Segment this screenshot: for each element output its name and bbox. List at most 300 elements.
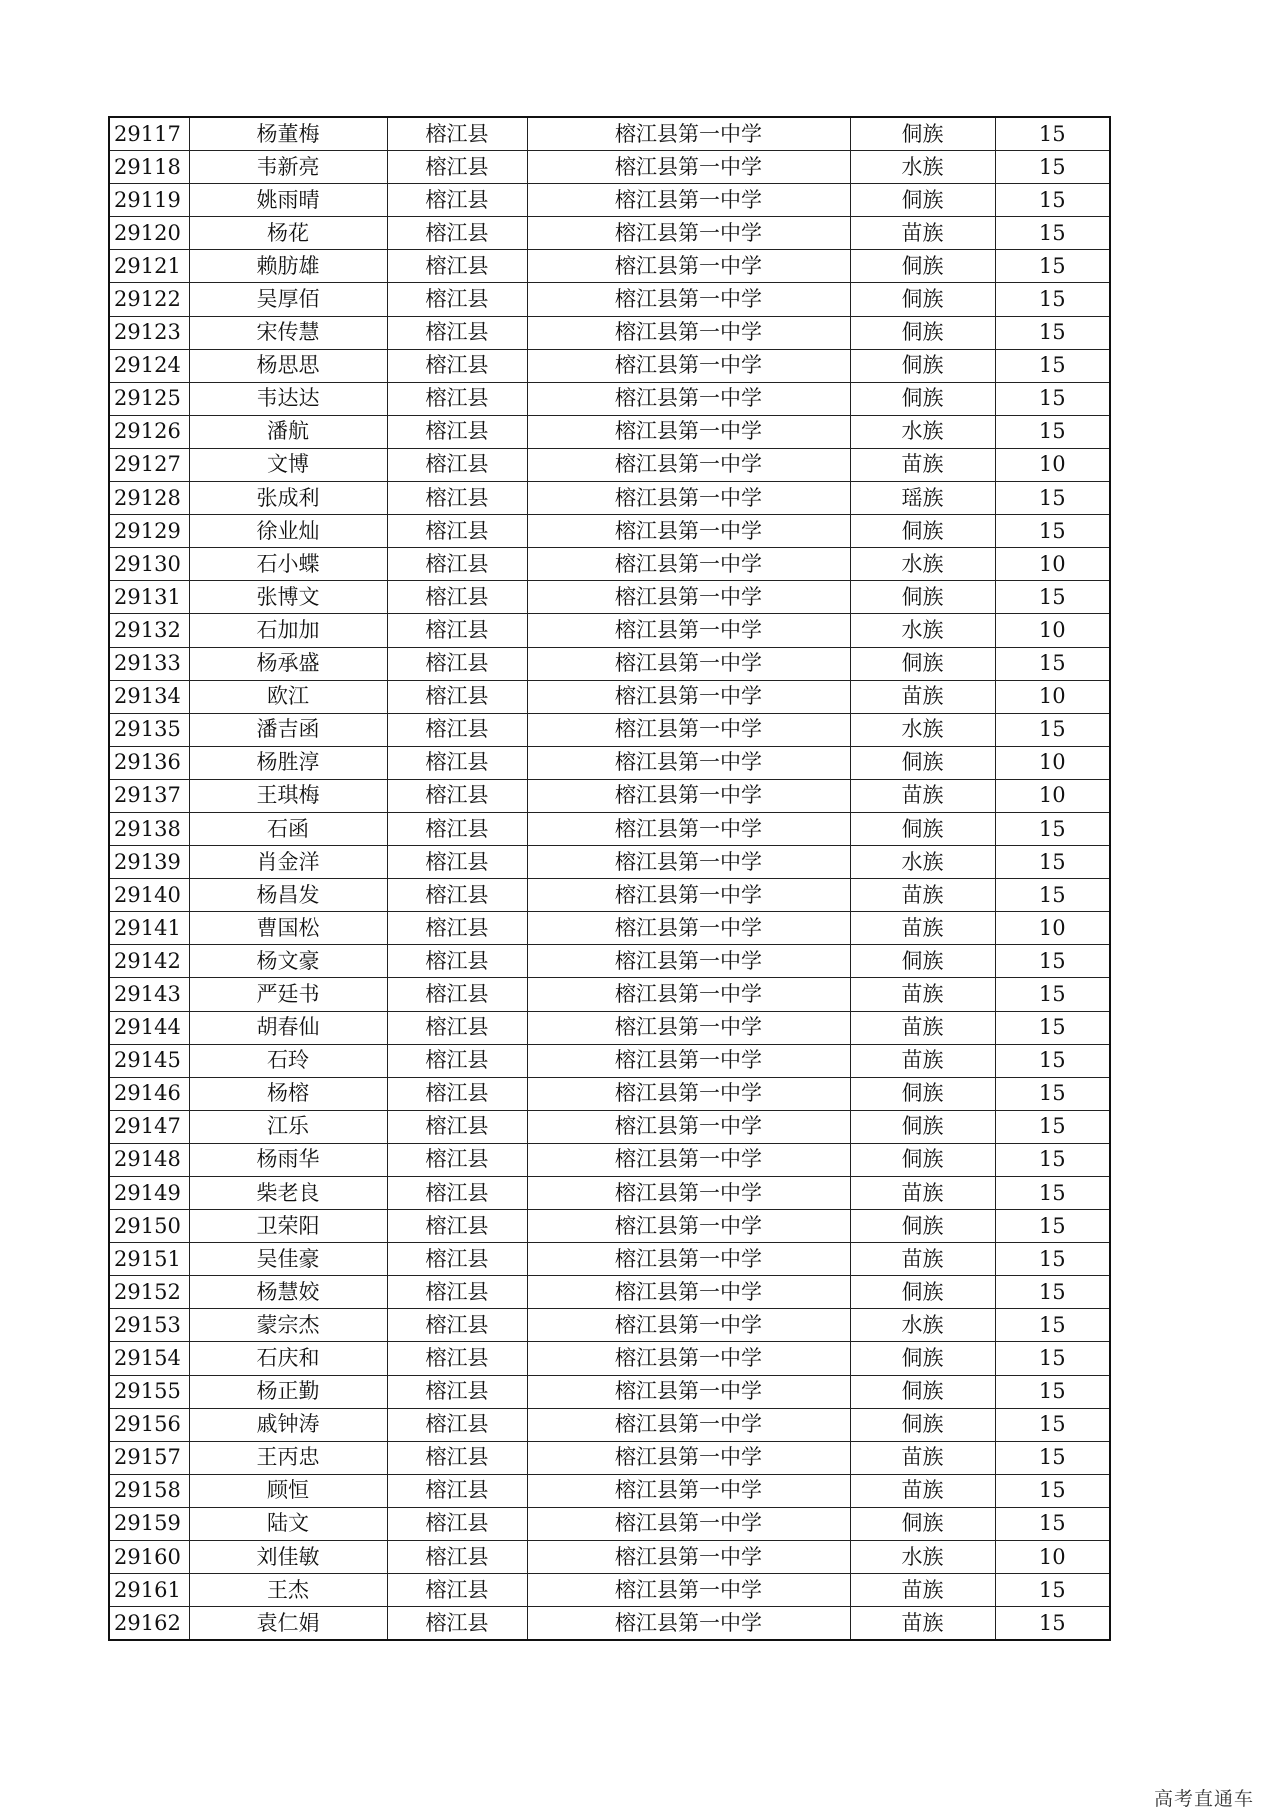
school-cell: 榕江县第一中学 [527, 117, 850, 151]
id-cell: 29131 [109, 581, 189, 614]
score-cell: 15 [995, 846, 1110, 879]
name-cell: 顾恒 [189, 1474, 387, 1507]
score-cell: 15 [995, 647, 1110, 680]
name-cell: 肖金洋 [189, 846, 387, 879]
score-cell: 15 [995, 978, 1110, 1011]
table-row [109, 448, 1110, 481]
table-row [109, 647, 1110, 680]
school-cell: 榕江县第一中学 [527, 1243, 850, 1276]
score-cell: 10 [995, 746, 1110, 779]
county-cell: 榕江县 [387, 1110, 527, 1143]
name-cell: 文博 [189, 448, 387, 481]
score-cell: 10 [995, 1541, 1110, 1574]
score-cell: 10 [995, 680, 1110, 713]
school-cell: 榕江县第一中学 [527, 846, 850, 879]
name-cell: 杨承盛 [189, 647, 387, 680]
county-cell: 榕江县 [387, 1077, 527, 1110]
table-row [109, 217, 1110, 250]
ethnicity-cell: 苗族 [850, 1044, 995, 1077]
ethnicity-cell: 苗族 [850, 217, 995, 250]
score-cell: 15 [995, 515, 1110, 548]
county-cell: 榕江县 [387, 978, 527, 1011]
id-cell: 29157 [109, 1441, 189, 1474]
name-cell: 张成利 [189, 482, 387, 515]
ethnicity-cell: 水族 [850, 1541, 995, 1574]
county-cell: 榕江县 [387, 746, 527, 779]
county-cell: 榕江县 [387, 1177, 527, 1210]
table-row [109, 1143, 1110, 1176]
school-cell: 榕江县第一中学 [527, 945, 850, 978]
school-cell: 榕江县第一中学 [527, 1441, 850, 1474]
name-cell: 卫荣阳 [189, 1210, 387, 1243]
table-row [109, 515, 1110, 548]
id-cell: 29118 [109, 151, 189, 184]
watermark-logo: 高考直通车 [1153, 1788, 1254, 1810]
score-cell: 15 [995, 117, 1110, 151]
county-cell: 榕江县 [387, 515, 527, 548]
name-cell: 姚雨晴 [189, 184, 387, 217]
name-cell: 曹国松 [189, 912, 387, 945]
table-row [109, 1408, 1110, 1441]
county-cell: 榕江县 [387, 1541, 527, 1574]
table-row [109, 482, 1110, 515]
ethnicity-cell: 侗族 [850, 1342, 995, 1375]
school-cell: 榕江县第一中学 [527, 1574, 850, 1607]
id-cell: 29158 [109, 1474, 189, 1507]
id-cell: 29119 [109, 184, 189, 217]
school-cell: 榕江县第一中学 [527, 581, 850, 614]
id-cell: 29154 [109, 1342, 189, 1375]
id-cell: 29161 [109, 1574, 189, 1607]
id-cell: 29127 [109, 448, 189, 481]
ethnicity-cell: 苗族 [850, 680, 995, 713]
table-row [109, 779, 1110, 812]
school-cell: 榕江县第一中学 [527, 746, 850, 779]
ethnicity-cell: 侗族 [850, 1408, 995, 1441]
score-cell: 15 [995, 713, 1110, 746]
ethnicity-cell: 侗族 [850, 117, 995, 151]
score-cell: 15 [995, 250, 1110, 283]
ethnicity-cell: 水族 [850, 548, 995, 581]
table-row [109, 349, 1110, 382]
school-cell: 榕江县第一中学 [527, 812, 850, 845]
name-cell: 杨正勤 [189, 1375, 387, 1408]
ethnicity-cell: 侗族 [850, 647, 995, 680]
ethnicity-cell: 水族 [850, 713, 995, 746]
name-cell: 杨文豪 [189, 945, 387, 978]
county-cell: 榕江县 [387, 912, 527, 945]
county-cell: 榕江县 [387, 117, 527, 151]
score-cell: 10 [995, 448, 1110, 481]
id-cell: 29137 [109, 779, 189, 812]
table-row [109, 1210, 1110, 1243]
score-cell: 15 [995, 382, 1110, 415]
county-cell: 榕江县 [387, 1276, 527, 1309]
name-cell: 石小蝶 [189, 548, 387, 581]
county-cell: 榕江县 [387, 879, 527, 912]
name-cell: 吴厚佰 [189, 283, 387, 316]
ethnicity-cell: 苗族 [850, 1177, 995, 1210]
school-cell: 榕江县第一中学 [527, 779, 850, 812]
id-cell: 29128 [109, 482, 189, 515]
school-cell: 榕江县第一中学 [527, 647, 850, 680]
school-cell: 榕江县第一中学 [527, 614, 850, 647]
county-cell: 榕江县 [387, 548, 527, 581]
id-cell: 29150 [109, 1210, 189, 1243]
county-cell: 榕江县 [387, 184, 527, 217]
score-cell: 10 [995, 548, 1110, 581]
school-cell: 榕江县第一中学 [527, 879, 850, 912]
ethnicity-cell: 侗族 [850, 515, 995, 548]
score-cell: 10 [995, 779, 1110, 812]
id-cell: 29155 [109, 1375, 189, 1408]
ethnicity-cell: 侗族 [850, 1143, 995, 1176]
score-cell: 15 [995, 1210, 1110, 1243]
ethnicity-cell: 水族 [850, 614, 995, 647]
score-cell: 15 [995, 1375, 1110, 1408]
score-cell: 15 [995, 283, 1110, 316]
school-cell: 榕江县第一中学 [527, 151, 850, 184]
school-cell: 榕江县第一中学 [527, 316, 850, 349]
id-cell: 29121 [109, 250, 189, 283]
table-row [109, 581, 1110, 614]
school-cell: 榕江县第一中学 [527, 217, 850, 250]
name-cell: 石玲 [189, 1044, 387, 1077]
name-cell: 王琪梅 [189, 779, 387, 812]
table-row [109, 184, 1110, 217]
school-cell: 榕江县第一中学 [527, 515, 850, 548]
id-cell: 29132 [109, 614, 189, 647]
school-cell: 榕江县第一中学 [527, 283, 850, 316]
table-row [109, 1110, 1110, 1143]
table-row [109, 1177, 1110, 1210]
roster-table [108, 116, 1111, 1641]
table-row [109, 1474, 1110, 1507]
table-row [109, 1541, 1110, 1574]
school-cell: 榕江县第一中学 [527, 448, 850, 481]
table-row [109, 912, 1110, 945]
name-cell: 杨慧姣 [189, 1276, 387, 1309]
table-row [109, 1077, 1110, 1110]
id-cell: 29129 [109, 515, 189, 548]
county-cell: 榕江县 [387, 1210, 527, 1243]
name-cell: 韦达达 [189, 382, 387, 415]
county-cell: 榕江县 [387, 1408, 527, 1441]
school-cell: 榕江县第一中学 [527, 1177, 850, 1210]
score-cell: 15 [995, 1574, 1110, 1607]
county-cell: 榕江县 [387, 713, 527, 746]
name-cell: 杨胜淳 [189, 746, 387, 779]
table-row [109, 1243, 1110, 1276]
score-cell: 15 [995, 581, 1110, 614]
ethnicity-cell: 侗族 [850, 1375, 995, 1408]
id-cell: 29147 [109, 1110, 189, 1143]
table-row [109, 812, 1110, 845]
score-cell: 15 [995, 1011, 1110, 1044]
school-cell: 榕江县第一中学 [527, 978, 850, 1011]
score-cell: 15 [995, 482, 1110, 515]
score-cell: 10 [995, 614, 1110, 647]
school-cell: 榕江县第一中学 [527, 1044, 850, 1077]
score-cell: 15 [995, 151, 1110, 184]
school-cell: 榕江县第一中学 [527, 349, 850, 382]
county-cell: 榕江县 [387, 1342, 527, 1375]
county-cell: 榕江县 [387, 1143, 527, 1176]
id-cell: 29144 [109, 1011, 189, 1044]
name-cell: 欧江 [189, 680, 387, 713]
score-cell: 15 [995, 1474, 1110, 1507]
score-cell: 15 [995, 1143, 1110, 1176]
ethnicity-cell: 侗族 [850, 746, 995, 779]
table-row [109, 283, 1110, 316]
name-cell: 石函 [189, 812, 387, 845]
name-cell: 杨思思 [189, 349, 387, 382]
county-cell: 榕江县 [387, 1309, 527, 1342]
school-cell: 榕江县第一中学 [527, 1011, 850, 1044]
county-cell: 榕江县 [387, 283, 527, 316]
county-cell: 榕江县 [387, 1441, 527, 1474]
table-row [109, 713, 1110, 746]
id-cell: 29140 [109, 879, 189, 912]
school-cell: 榕江县第一中学 [527, 250, 850, 283]
school-cell: 榕江县第一中学 [527, 1375, 850, 1408]
name-cell: 张博文 [189, 581, 387, 614]
school-cell: 榕江县第一中学 [527, 548, 850, 581]
ethnicity-cell: 苗族 [850, 978, 995, 1011]
id-cell: 29139 [109, 846, 189, 879]
school-cell: 榕江县第一中学 [527, 1474, 850, 1507]
ethnicity-cell: 水族 [850, 151, 995, 184]
county-cell: 榕江县 [387, 846, 527, 879]
id-cell: 29124 [109, 349, 189, 382]
table-row [109, 1309, 1110, 1342]
school-cell: 榕江县第一中学 [527, 1342, 850, 1375]
id-cell: 29120 [109, 217, 189, 250]
score-cell: 15 [995, 1607, 1110, 1641]
county-cell: 榕江县 [387, 316, 527, 349]
id-cell: 29117 [109, 117, 189, 151]
ethnicity-cell: 苗族 [850, 779, 995, 812]
table-row [109, 746, 1110, 779]
county-cell: 榕江县 [387, 1507, 527, 1540]
table-row [109, 1507, 1110, 1540]
name-cell: 刘佳敏 [189, 1541, 387, 1574]
ethnicity-cell: 侗族 [850, 283, 995, 316]
id-cell: 29162 [109, 1607, 189, 1641]
ethnicity-cell: 苗族 [850, 1243, 995, 1276]
name-cell: 潘航 [189, 415, 387, 448]
table-row [109, 1375, 1110, 1408]
id-cell: 29134 [109, 680, 189, 713]
table-row [109, 1574, 1110, 1607]
name-cell: 杨董梅 [189, 117, 387, 151]
id-cell: 29148 [109, 1143, 189, 1176]
table-row [109, 1441, 1110, 1474]
school-cell: 榕江县第一中学 [527, 680, 850, 713]
id-cell: 29146 [109, 1077, 189, 1110]
score-cell: 15 [995, 1243, 1110, 1276]
school-cell: 榕江县第一中学 [527, 1143, 850, 1176]
county-cell: 榕江县 [387, 647, 527, 680]
table-row [109, 978, 1110, 1011]
name-cell: 王丙忠 [189, 1441, 387, 1474]
table-row [109, 846, 1110, 879]
county-cell: 榕江县 [387, 349, 527, 382]
county-cell: 榕江县 [387, 415, 527, 448]
score-cell: 15 [995, 1177, 1110, 1210]
name-cell: 戚钟涛 [189, 1408, 387, 1441]
ethnicity-cell: 侗族 [850, 1210, 995, 1243]
school-cell: 榕江县第一中学 [527, 713, 850, 746]
score-cell: 15 [995, 415, 1110, 448]
id-cell: 29160 [109, 1541, 189, 1574]
table-row [109, 415, 1110, 448]
ethnicity-cell: 水族 [850, 415, 995, 448]
ethnicity-cell: 苗族 [850, 1474, 995, 1507]
name-cell: 蒙宗杰 [189, 1309, 387, 1342]
id-cell: 29152 [109, 1276, 189, 1309]
county-cell: 榕江县 [387, 779, 527, 812]
score-cell: 15 [995, 316, 1110, 349]
ethnicity-cell: 水族 [850, 1309, 995, 1342]
ethnicity-cell: 侗族 [850, 1110, 995, 1143]
table-row [109, 548, 1110, 581]
name-cell: 江乐 [189, 1110, 387, 1143]
name-cell: 石加加 [189, 614, 387, 647]
county-cell: 榕江县 [387, 151, 527, 184]
school-cell: 榕江县第一中学 [527, 1541, 850, 1574]
name-cell: 杨雨华 [189, 1143, 387, 1176]
school-cell: 榕江县第一中学 [527, 415, 850, 448]
ethnicity-cell: 侗族 [850, 1507, 995, 1540]
ethnicity-cell: 瑶族 [850, 482, 995, 515]
score-cell: 15 [995, 1342, 1110, 1375]
ethnicity-cell: 苗族 [850, 1441, 995, 1474]
school-cell: 榕江县第一中学 [527, 1408, 850, 1441]
ethnicity-cell: 侗族 [850, 316, 995, 349]
ethnicity-cell: 侗族 [850, 1077, 995, 1110]
county-cell: 榕江县 [387, 581, 527, 614]
county-cell: 榕江县 [387, 448, 527, 481]
ethnicity-cell: 侗族 [850, 581, 995, 614]
ethnicity-cell: 侗族 [850, 349, 995, 382]
id-cell: 29123 [109, 316, 189, 349]
name-cell: 宋传慧 [189, 316, 387, 349]
ethnicity-cell: 苗族 [850, 1574, 995, 1607]
table-row [109, 879, 1110, 912]
id-cell: 29151 [109, 1243, 189, 1276]
school-cell: 榕江县第一中学 [527, 1110, 850, 1143]
id-cell: 29156 [109, 1408, 189, 1441]
name-cell: 陆文 [189, 1507, 387, 1540]
id-cell: 29153 [109, 1309, 189, 1342]
county-cell: 榕江县 [387, 614, 527, 647]
name-cell: 石庆和 [189, 1342, 387, 1375]
id-cell: 29149 [109, 1177, 189, 1210]
school-cell: 榕江县第一中学 [527, 1210, 850, 1243]
name-cell: 王杰 [189, 1574, 387, 1607]
score-cell: 10 [995, 912, 1110, 945]
county-cell: 榕江县 [387, 1044, 527, 1077]
county-cell: 榕江县 [387, 482, 527, 515]
county-cell: 榕江县 [387, 1375, 527, 1408]
id-cell: 29159 [109, 1507, 189, 1540]
table-row [109, 1342, 1110, 1375]
id-cell: 29126 [109, 415, 189, 448]
county-cell: 榕江县 [387, 1011, 527, 1044]
name-cell: 胡春仙 [189, 1011, 387, 1044]
ethnicity-cell: 苗族 [850, 879, 995, 912]
school-cell: 榕江县第一中学 [527, 1276, 850, 1309]
table-row [109, 316, 1110, 349]
id-cell: 29135 [109, 713, 189, 746]
score-cell: 15 [995, 184, 1110, 217]
school-cell: 榕江县第一中学 [527, 1507, 850, 1540]
id-cell: 29138 [109, 812, 189, 845]
ethnicity-cell: 侗族 [850, 250, 995, 283]
score-cell: 15 [995, 879, 1110, 912]
county-cell: 榕江县 [387, 1607, 527, 1641]
id-cell: 29122 [109, 283, 189, 316]
roster-table-body [109, 117, 1110, 1640]
name-cell: 赖肪雄 [189, 250, 387, 283]
ethnicity-cell: 侗族 [850, 812, 995, 845]
school-cell: 榕江县第一中学 [527, 1607, 850, 1641]
id-cell: 29125 [109, 382, 189, 415]
name-cell: 杨花 [189, 217, 387, 250]
score-cell: 15 [995, 945, 1110, 978]
ethnicity-cell: 水族 [850, 846, 995, 879]
ethnicity-cell: 苗族 [850, 1607, 995, 1641]
score-cell: 15 [995, 1408, 1110, 1441]
table-row [109, 1044, 1110, 1077]
score-cell: 15 [995, 217, 1110, 250]
score-cell: 15 [995, 1044, 1110, 1077]
county-cell: 榕江县 [387, 382, 527, 415]
name-cell: 韦新亮 [189, 151, 387, 184]
name-cell: 徐业灿 [189, 515, 387, 548]
county-cell: 榕江县 [387, 217, 527, 250]
table-row [109, 1011, 1110, 1044]
table-row [109, 1276, 1110, 1309]
score-cell: 15 [995, 1441, 1110, 1474]
name-cell: 柴老良 [189, 1177, 387, 1210]
score-cell: 15 [995, 1309, 1110, 1342]
ethnicity-cell: 侗族 [850, 1276, 995, 1309]
table-row [109, 945, 1110, 978]
table-row [109, 1607, 1110, 1641]
ethnicity-cell: 苗族 [850, 1011, 995, 1044]
county-cell: 榕江县 [387, 1243, 527, 1276]
table-row [109, 614, 1110, 647]
name-cell: 吴佳豪 [189, 1243, 387, 1276]
table-row [109, 151, 1110, 184]
id-cell: 29141 [109, 912, 189, 945]
ethnicity-cell: 苗族 [850, 912, 995, 945]
score-cell: 15 [995, 1110, 1110, 1143]
county-cell: 榕江县 [387, 945, 527, 978]
school-cell: 榕江县第一中学 [527, 482, 850, 515]
county-cell: 榕江县 [387, 680, 527, 713]
ethnicity-cell: 侗族 [850, 945, 995, 978]
school-cell: 榕江县第一中学 [527, 382, 850, 415]
county-cell: 榕江县 [387, 812, 527, 845]
ethnicity-cell: 侗族 [850, 382, 995, 415]
id-cell: 29133 [109, 647, 189, 680]
id-cell: 29136 [109, 746, 189, 779]
score-cell: 15 [995, 1507, 1110, 1540]
name-cell: 潘吉函 [189, 713, 387, 746]
